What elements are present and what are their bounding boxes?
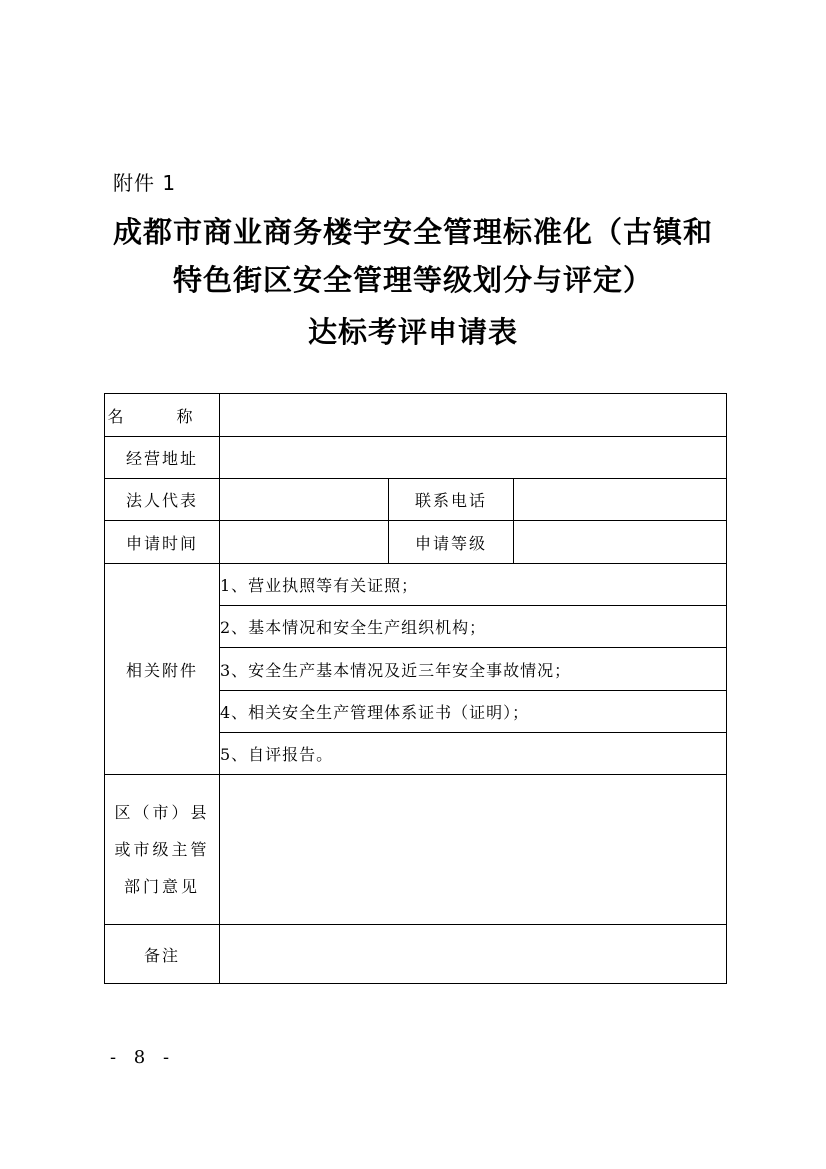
- row-department-opinion: [105, 775, 727, 925]
- phone-label: 联系电话: [389, 479, 514, 521]
- attachment-item: 2、基本情况和安全生产组织机构；: [220, 606, 727, 648]
- row-apply-time-level: [105, 521, 727, 564]
- attachment-item: 5、自评报告。: [220, 733, 727, 775]
- row-remarks: [105, 925, 727, 984]
- department-opinion-field[interactable]: [220, 775, 727, 925]
- application-form-table: [104, 393, 727, 984]
- opinion-label-line: 或市级主管: [114, 840, 210, 859]
- row-name: [105, 394, 727, 437]
- opinion-label-line: 区（市）县: [114, 803, 210, 822]
- remarks-field[interactable]: [220, 925, 727, 984]
- document-title-line-3: 达标考评申请表: [307, 315, 518, 349]
- legal-rep-field[interactable]: [220, 479, 389, 521]
- apply-time-label: 申请时间: [105, 521, 220, 564]
- attachment-label: 附件 1: [113, 171, 177, 195]
- name-label: 名 称: [105, 394, 220, 437]
- address-field[interactable]: [220, 437, 727, 479]
- apply-level-field[interactable]: [514, 521, 727, 564]
- row-legal-rep-phone: [105, 479, 727, 521]
- attachment-item: 1、营业执照等有关证照；: [220, 564, 727, 606]
- attachments-label: 相关附件: [105, 564, 220, 775]
- apply-level-label: 申请等级: [389, 521, 514, 564]
- document-title-line-2: 特色街区安全管理等级划分与评定）: [172, 263, 653, 297]
- document-title-line-1: 成都市商业商务楼宇安全管理标准化（古镇和: [112, 215, 713, 249]
- attachment-item: 3、安全生产基本情况及近三年安全事故情况；: [220, 648, 727, 691]
- address-label: 经营地址: [105, 437, 220, 479]
- attachment-item: 4、相关安全生产管理体系证书（证明）；: [220, 691, 727, 733]
- attachment-row: [105, 564, 727, 606]
- phone-field[interactable]: [514, 479, 727, 521]
- page-number: - 8 -: [110, 1047, 176, 1068]
- name-field[interactable]: [220, 394, 727, 437]
- apply-time-field[interactable]: [220, 521, 389, 564]
- opinion-label-line: 部门意见: [123, 877, 200, 896]
- remarks-label: 备注: [105, 925, 220, 984]
- row-address: [105, 437, 727, 479]
- legal-rep-label: 法人代表: [105, 479, 220, 521]
- department-opinion-label: [105, 775, 220, 925]
